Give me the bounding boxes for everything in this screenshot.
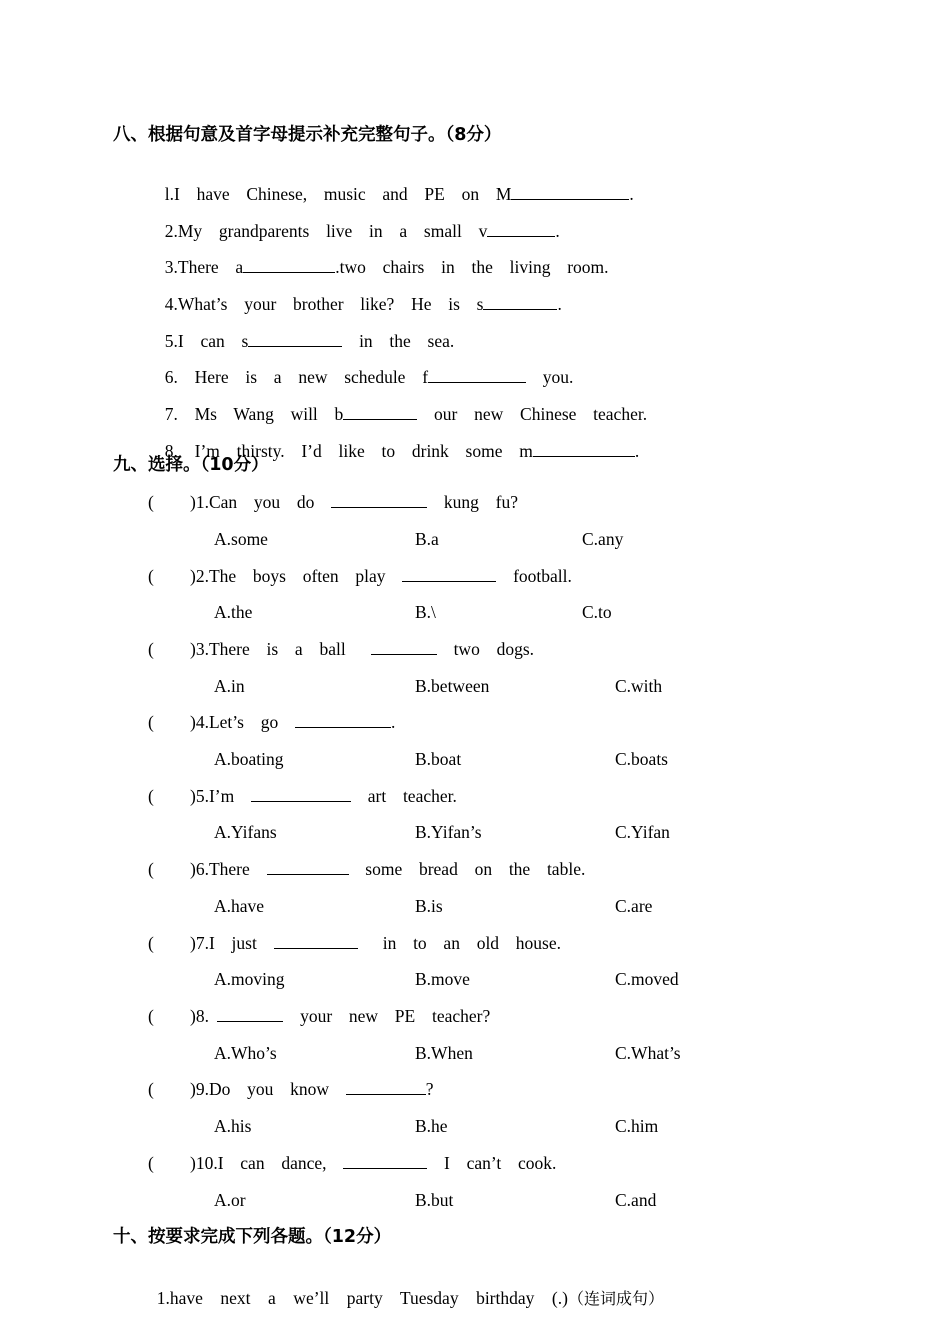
q6-blank — [267, 858, 349, 875]
choice-question-2 — [190, 565, 572, 587]
q9-end: ? — [425, 1079, 434, 1099]
sentence-2-end: . — [555, 221, 560, 241]
answer-paren-7[interactable]: ( — [148, 933, 154, 953]
q10-text: )10.I can dance, — [190, 1153, 344, 1173]
section-8-title: 八、根据句意及首字母提示补充完整句子。（8分） — [113, 125, 502, 145]
q5-option-a[interactable]: A.Yifans — [214, 822, 277, 842]
sentence-3-text: 3.There a — [164, 257, 244, 277]
q7-option-a[interactable]: A.moving — [214, 969, 285, 989]
q7-end: in to an old house. — [357, 933, 562, 953]
answer-paren-3[interactable]: ( — [148, 639, 154, 659]
answer-paren-8[interactable]: ( — [148, 1006, 154, 1026]
sentence-3-end: .two chairs in the living room. — [335, 257, 609, 277]
choice-question-4 — [190, 711, 395, 733]
q9-option-a[interactable]: A.his — [214, 1116, 252, 1136]
sentence-6-text: 6. Here is a new schedule f — [164, 367, 429, 387]
sentence-4-end: . — [557, 294, 562, 314]
answer-paren-2[interactable]: ( — [148, 566, 154, 586]
sentence-8-end: . — [634, 441, 640, 461]
sentence-5-end: in the sea. — [342, 331, 455, 351]
q7-option-c[interactable]: C.moved — [615, 969, 679, 989]
q5-option-b[interactable]: B.Yifan’s — [415, 822, 482, 842]
q10-option-a[interactable]: A.or — [214, 1190, 246, 1210]
q1-option-b[interactable]: B.a — [415, 529, 439, 549]
q9-option-c[interactable]: C.him — [615, 1116, 659, 1136]
sentence-2-text: 2.My grandparents live in a small v — [164, 221, 488, 241]
section-10-title: 十、按要求完成下列各题。（12分） — [113, 1227, 392, 1247]
q5-blank — [251, 785, 351, 802]
q6-option-a[interactable]: A.have — [214, 896, 265, 916]
word-order-instruction: （连词成句） — [567, 1289, 664, 1308]
q7-blank — [274, 932, 358, 949]
q6-option-b[interactable]: B.is — [415, 896, 443, 916]
q9-blank — [346, 1078, 426, 1095]
answer-paren-4[interactable]: ( — [148, 712, 154, 732]
choice-question-10 — [190, 1152, 556, 1174]
q9-text: )9.Do you know — [190, 1079, 346, 1099]
q2-option-c[interactable]: C.to — [582, 602, 612, 622]
q1-blank — [331, 491, 427, 508]
q3-option-c[interactable]: C.with — [615, 676, 663, 696]
q3-option-a[interactable]: A.in — [214, 676, 245, 696]
q1-option-c[interactable]: C.any — [582, 529, 624, 549]
answer-blank-8[interactable] — [533, 440, 635, 457]
sentence-7-text: 7. Ms Wang will b — [164, 404, 344, 424]
answer-paren-10[interactable]: ( — [148, 1153, 154, 1173]
q7-option-b[interactable]: B.move — [415, 969, 470, 989]
q4-option-c[interactable]: C.boats — [615, 749, 668, 769]
q10-option-c[interactable]: C.and — [615, 1190, 657, 1210]
choice-question-7 — [190, 932, 561, 954]
q3-text: )3.There is a ball — [190, 639, 371, 659]
q8-end: your new PE teacher? — [283, 1006, 491, 1026]
answer-paren-1[interactable]: ( — [148, 492, 154, 512]
q6-option-c[interactable]: C.are — [615, 896, 653, 916]
section-9-title: 九、选择。（10分） — [113, 455, 269, 475]
q6-end: some bread on the table. — [348, 859, 586, 879]
sentence-1-end: . — [629, 184, 634, 204]
sentence-8-text: 8. I’m thirsty. I’d like to drink some m — [164, 441, 533, 461]
q7-text: )7.I just — [190, 933, 274, 953]
q4-text: )4.Let’s go — [190, 712, 295, 732]
sentence-4-text: 4.What’s your brother like? He is s — [164, 294, 484, 314]
q3-blank — [371, 638, 437, 655]
q5-option-c[interactable]: C.Yifan — [615, 822, 670, 842]
q3-end: two dogs. — [436, 639, 534, 659]
q10-end: I can’t cook. — [427, 1153, 557, 1173]
answer-blank-4[interactable] — [483, 293, 557, 310]
choice-question-1 — [190, 491, 518, 513]
answer-paren-6[interactable]: ( — [148, 859, 154, 879]
q6-text: )6.There — [190, 859, 267, 879]
sentence-6-end: you. — [526, 367, 574, 387]
sentence-1-text: l.I have Chinese, music and PE on M — [164, 184, 512, 204]
q8-option-b[interactable]: B.When — [415, 1043, 473, 1063]
choice-question-3 — [190, 638, 534, 660]
q4-blank — [295, 711, 391, 728]
q10-option-b[interactable]: B.but — [415, 1190, 454, 1210]
q5-end: art teacher. — [350, 786, 457, 806]
q2-option-b[interactable]: B.\ — [415, 602, 436, 622]
q5-text: )5.I’m — [190, 786, 251, 806]
q2-text: )2.The boys often play — [190, 566, 403, 586]
q4-option-a[interactable]: A.boating — [214, 749, 284, 769]
q2-blank — [402, 565, 496, 582]
answer-paren-5[interactable]: ( — [148, 786, 154, 806]
q4-option-b[interactable]: B.boat — [415, 749, 462, 769]
answer-paren-9[interactable]: ( — [148, 1079, 154, 1099]
q8-option-a[interactable]: A.Who’s — [214, 1043, 277, 1063]
q2-option-a[interactable]: A.the — [214, 602, 253, 622]
choice-question-5 — [190, 785, 457, 807]
q8-option-c[interactable]: C.What’s — [615, 1043, 681, 1063]
q8-text: )8. — [190, 1006, 218, 1026]
choice-question-9 — [190, 1078, 434, 1100]
q10-blank — [343, 1152, 427, 1169]
q9-option-b[interactable]: B.he — [415, 1116, 448, 1136]
sentence-7-end: our new Chinese teacher. — [417, 404, 648, 424]
q1-end: kung fu? — [427, 492, 519, 512]
word-order-question-1 — [148, 1265, 664, 1310]
choice-question-6 — [190, 858, 585, 880]
q4-end: . — [390, 712, 396, 732]
q8-blank — [217, 1005, 283, 1022]
q3-option-b[interactable]: B.between — [415, 676, 490, 696]
q2-end: football. — [496, 566, 572, 586]
q1-option-a[interactable]: A.some — [214, 529, 268, 549]
sentence-5-text: 5.I can s — [164, 331, 249, 351]
q1-text: )1.Can you do — [190, 492, 332, 512]
choice-question-8 — [190, 1005, 490, 1027]
word-order-words: 1.have next a we’ll party Tuesday birthday (.) — [156, 1288, 568, 1308]
